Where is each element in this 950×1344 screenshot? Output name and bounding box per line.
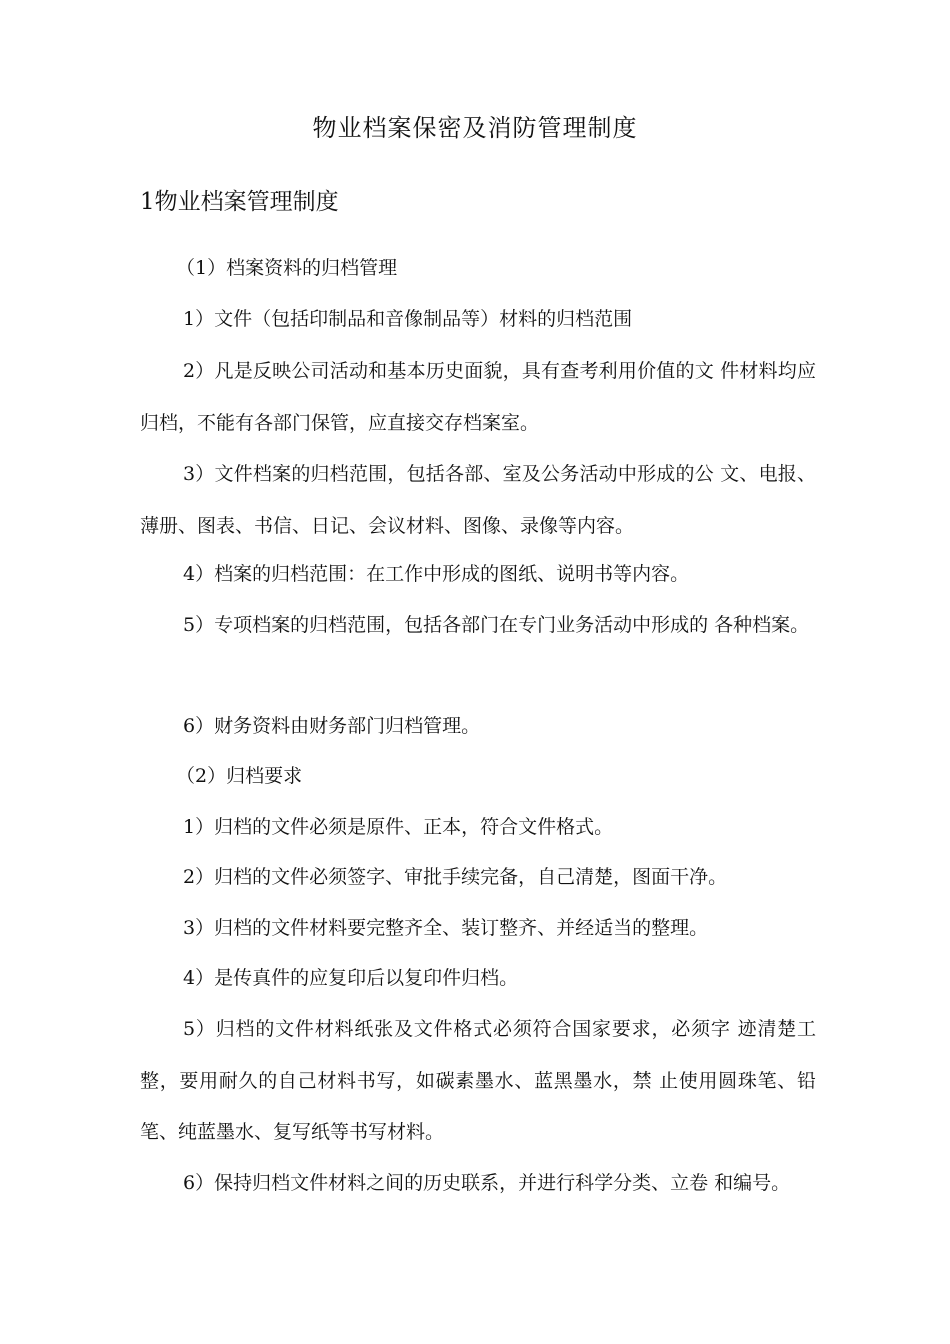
paragraph-item-4: 4）档案的归档范围：在工作中形成的图纸、说明书等内容。 — [183, 563, 690, 585]
paragraph-item-2: 2）凡是反映公司活动和基本历史面貌，具有查考利用价值的文 件材料均应归档，不能有各部门保管，应直接交存档案室。 — [140, 360, 816, 434]
paragraph-item-6: 6）财务资料由财务部门归档管理。 — [183, 715, 481, 737]
paragraph-req-6: 6）保持归档文件材料之间的历史联系，并进行科学分类、立卷 和编号。 — [183, 1172, 791, 1194]
paragraph-item-3: 3）文件档案的归档范围，包括各部、室及公务活动中形成的公 文、电报、薄册、图表、书信、日记、会议材料、图像、录像等内容。 — [140, 463, 816, 537]
paragraph-req-2: 2）归档的文件必须签字、审批手续完备，自己清楚，图面干净。 — [183, 866, 728, 888]
paragraph-archive-management: （1）档案资料的归档管理 — [176, 257, 398, 279]
paragraph-req-1: 1）归档的文件必须是原件、正本，符合文件格式。 — [183, 816, 614, 838]
paragraph-archive-requirements: （2）归档要求 — [176, 765, 303, 787]
document-title: 物业档案保密及消防管理制度 — [312, 114, 638, 142]
section-heading: 1物业档案管理制度 — [140, 189, 339, 215]
paragraph-req-4: 4）是传真件的应复印后以复印件归档。 — [183, 967, 519, 989]
paragraph-req-5: 5）归档的文件材料纸张及文件格式必须符合国家要求，必须字 迹清楚工整，要用耐久的自己材料书写，如碳素墨水、蓝黑墨水，禁 止使用圆珠笔、铅笔、纯蓝墨水、复写纸等书写材料。 — [140, 1018, 816, 1143]
paragraph-item-5: 5）专项档案的归档范围，包括各部门在专门业务活动中形成的 各种档案。 — [183, 614, 810, 636]
paragraph-item-1: 1）文件（包括印制品和音像制品等）材料的归档范围 — [183, 308, 633, 330]
paragraph-req-3: 3）归档的文件材料要完整齐全、装订整齐、并经适当的整理。 — [183, 917, 709, 939]
